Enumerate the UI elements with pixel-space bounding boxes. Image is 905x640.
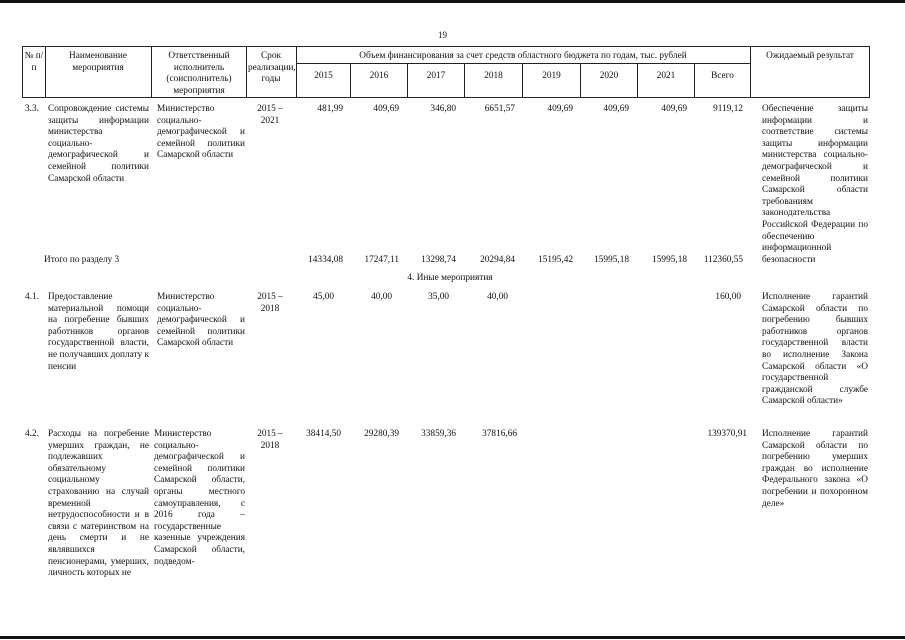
row-3-3-2019: 409,69 xyxy=(547,104,573,114)
header-result: Ожидаемый результат xyxy=(766,51,854,61)
row-3-3-total: 9119,12 xyxy=(713,104,743,114)
header-financing: Объем финансирования за счет средств областного бюджета по годам, тыс. рублей xyxy=(359,51,687,61)
row-3-3-2021: 409,69 xyxy=(661,104,687,114)
header-name: Наименование мероприятия xyxy=(69,51,127,73)
row-4-1-term: 2015 – 2018 xyxy=(257,292,283,314)
header-year-2020: 2020 xyxy=(599,71,619,81)
row-4-2-num: 4.2. xyxy=(25,429,39,439)
header-year-2018: 2018 xyxy=(484,71,503,81)
row-4-1-2017: 35,00 xyxy=(428,292,449,302)
page-number: 19 xyxy=(438,30,447,40)
total-all: 112360,55 xyxy=(703,255,743,265)
row-4-2-2017: 33859,36 xyxy=(421,429,456,439)
col-border-13 xyxy=(869,46,870,98)
total-2019: 15195,42 xyxy=(538,255,573,265)
total-label: Итого по разделу 3 xyxy=(44,255,120,265)
col-border-1 xyxy=(45,46,46,98)
row-3-3-term: 2015 – 2021 xyxy=(257,104,283,126)
row-4-1-num: 4.1. xyxy=(25,292,39,302)
header-year-2019: 2019 xyxy=(542,71,561,81)
row-3-3-2016: 409,69 xyxy=(373,104,399,114)
row-4-2-2016: 29280,39 xyxy=(364,429,399,439)
row-3-3-2017: 346,80 xyxy=(430,104,456,114)
row-3-3-responsible: Министерство социально-демографической и семейной политики Самарской области xyxy=(157,104,245,161)
row-4-1-2016: 40,00 xyxy=(371,292,392,302)
top-rule xyxy=(0,0,905,3)
total-2016: 17247,11 xyxy=(364,255,399,265)
row-4-2-result: Исполнение гарантий Самарской области по погребению умерших граждан во исполнение Федерального закона «О погребении и похоронном деле» xyxy=(762,429,868,509)
header-bottom-border xyxy=(22,97,869,98)
row-3-3-2015: 481,99 xyxy=(317,104,343,114)
row-4-2-2018: 37816,66 xyxy=(482,429,517,439)
total-2021: 15995,18 xyxy=(652,255,687,265)
row-4-2-total: 139370,91 xyxy=(707,429,747,439)
year-header-divider xyxy=(296,63,750,64)
row-4-1-result: Исполнение гарантий Самарской области по погребению бывших работников органов государственной власти во исполнение Закона Самарской области «О государственной гражданской службе Самарской области» xyxy=(762,292,868,407)
row-4-1-total: 160,00 xyxy=(715,292,741,302)
header-year-2021: 2021 xyxy=(656,71,676,81)
col-border-2 xyxy=(151,46,152,98)
total-2017: 13298,74 xyxy=(421,255,456,265)
header-term: Срок реализации, годы xyxy=(248,51,296,84)
col-border-0 xyxy=(22,46,23,98)
header-year-2017: 2017 xyxy=(426,71,446,81)
row-4-2-name: Расходы на погребение умерших граждан, не подлежавших обязательному социальному страхованию на случай временной нетрудоспособности и в связи с материнством на день смерти и не являвшихся пенсионерами, умерших, личность которых не xyxy=(48,429,149,579)
col-border-3 xyxy=(246,46,247,98)
row-4-1-2015: 45,00 xyxy=(313,292,334,302)
row-3-3-2018: 6651,57 xyxy=(484,104,515,114)
row-3-3-name: Сопровождение системы защиты информации министерства социально-демографической и семейной политики Самарской области xyxy=(48,104,149,184)
row-3-3-2020: 409,69 xyxy=(603,104,629,114)
total-2020: 15995,18 xyxy=(594,255,629,265)
header-responsible: Ответственный исполнитель (соисполнитель) мероприятия xyxy=(166,51,232,96)
total-2018: 20294,84 xyxy=(480,255,515,265)
row-4-2-responsible: Министерство социально-демографической и семейной политики Самарской области, органы местного самоуправления, с 2016 года – государственные казенные учреждения Самарской области, подведом- xyxy=(154,429,245,567)
header-year-2016: 2016 xyxy=(369,71,389,81)
row-3-3-num: 3.3. xyxy=(25,104,39,114)
row-4-2-2015: 38414,50 xyxy=(306,429,341,439)
row-4-1-responsible: Министерство социально-демографической и семейной политики Самарской области xyxy=(157,292,245,349)
col-border-12 xyxy=(750,46,751,98)
bottom-rule xyxy=(0,636,905,639)
table-top-border xyxy=(22,46,869,47)
row-4-1-name: Предоставление материальной помощи на погребение бывших работников органов государственной власти, не получавших доплату к пенсии xyxy=(48,292,149,372)
header-year-2015: 2015 xyxy=(314,71,333,81)
section-4-title: 4. Иные мероприятия xyxy=(407,273,493,283)
row-4-2-term: 2015 – 2018 xyxy=(257,429,283,451)
header-total: Всего xyxy=(711,71,734,81)
row-4-1-2018: 40,00 xyxy=(487,292,508,302)
row-3-3-result: Обеспечение защиты информации и соответствие системы защиты информации министерства социально-демографической и семейной политики Самарской области требованиям законодательства Российской Федерации по обеспечению информационной безопасности xyxy=(762,104,868,265)
total-2015: 14334,08 xyxy=(308,255,343,265)
header-num: № п/п xyxy=(24,51,44,73)
